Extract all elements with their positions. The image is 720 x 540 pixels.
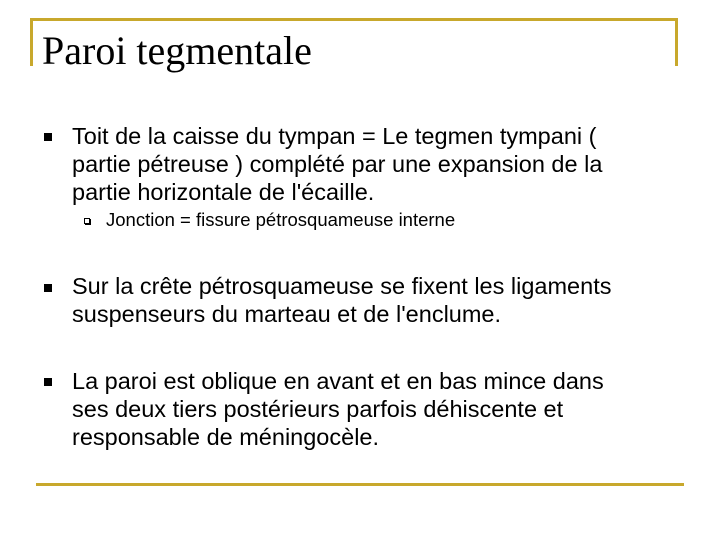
bullet-square-icon (44, 378, 52, 386)
bullet-square-icon (44, 133, 52, 141)
left-rule (30, 18, 33, 66)
bullet-line: partie pétreuse ) complété par une expansion de la (72, 151, 603, 177)
bullet-line: Toit de la caisse du tympan = Le tegmen tympani ( (72, 123, 597, 149)
bottom-rule (36, 483, 684, 486)
top-rule (30, 18, 678, 21)
bullet-line: ses deux tiers postérieurs parfois déhiscente et (72, 396, 564, 422)
slide-title: Paroi tegmentale (42, 28, 312, 73)
bullet-line: Sur la crête pétrosquameuse se fixent les ligaments (72, 273, 612, 299)
bullet-line: La paroi est oblique en avant et en bas mince dans (72, 368, 604, 394)
sub-bullet-text: Jonction = fissure pétrosquameuse interne (106, 209, 456, 230)
sub-bullet-square-icon (84, 218, 90, 224)
bullet-line: responsable de méningocèle. (72, 424, 380, 450)
bullet-line: partie horizontale de l'écaille. (72, 179, 375, 205)
right-rule (675, 18, 678, 66)
bullet-line: suspenseurs du marteau et de l'enclume. (72, 301, 502, 327)
bullet-square-icon (44, 284, 52, 292)
